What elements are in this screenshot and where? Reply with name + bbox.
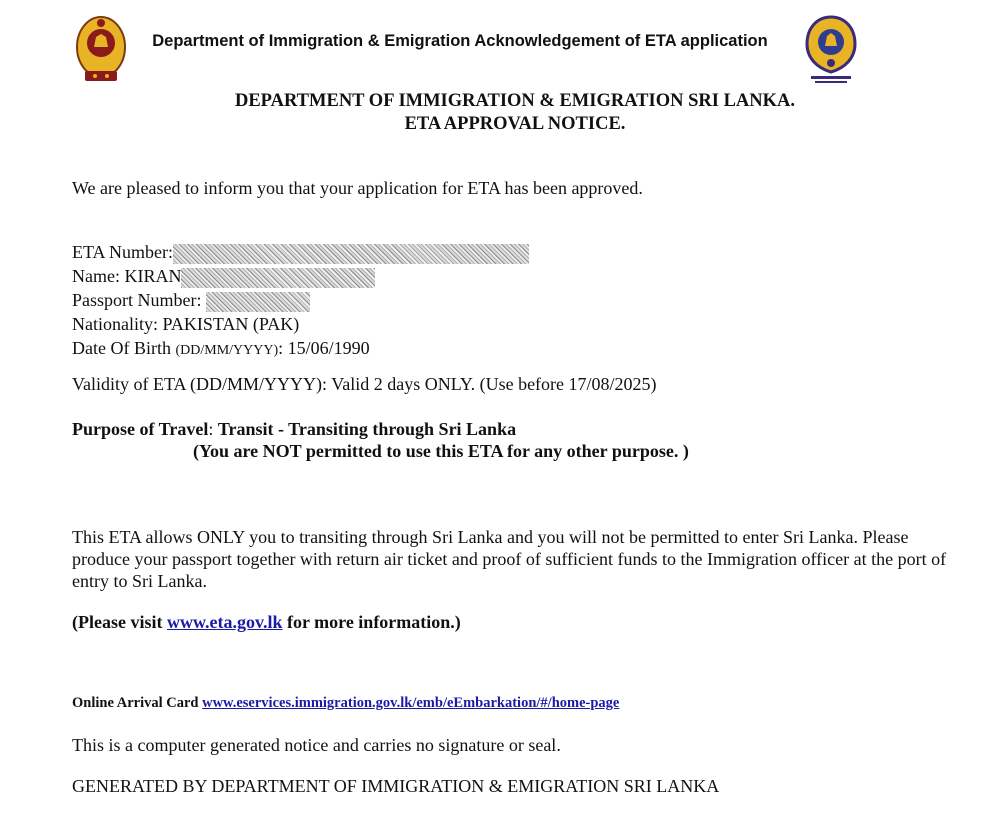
- passport-row: [72, 288, 529, 312]
- purpose-of-travel: Purpose of Travel: Transit - Transiting through Sri Lanka: [72, 419, 517, 439]
- redacted-passport-number: [206, 292, 310, 312]
- eta-validity: Validity of ETA (DD/MM/YYYY): Valid 2 days ONLY. (Use before 17/08/2025): [72, 374, 657, 394]
- nationality-value: PAKISTAN (PAK): [162, 314, 300, 334]
- arrival-card-label: Online Arrival Card: [72, 695, 199, 711]
- dob-label: Date Of Birth: [72, 338, 171, 358]
- visit-suffix: for more information.): [287, 612, 461, 632]
- eta-number-row: [72, 240, 529, 264]
- nationality-row: [72, 312, 529, 336]
- sri-lanka-national-emblem-icon: [75, 13, 127, 87]
- notice-title: ETA APPROVAL NOTICE.: [404, 114, 626, 134]
- document-header-title: Department of Immigration & Emigration Acknowledgement of ETA application: [152, 32, 768, 50]
- name-label: Name:: [72, 266, 120, 286]
- name-value: KIRAN: [124, 266, 182, 286]
- notice-title-block: [150, 90, 880, 136]
- applicant-details: [72, 240, 529, 360]
- dob-value: 15/06/1990: [287, 338, 370, 358]
- immigration-department-emblem-icon: [803, 14, 859, 86]
- purpose-value: Transit - Transiting through Sri Lanka: [217, 419, 517, 439]
- purpose-warning: (You are NOT permitted to use this ETA for any other purpose. ): [193, 441, 689, 461]
- eta-website-link[interactable]: www.eta.gov.lk: [166, 612, 283, 632]
- visit-info: [72, 611, 461, 633]
- redacted-surname: [181, 268, 375, 288]
- approval-intro: We are pleased to inform you that your application for ETA has been approved.: [72, 178, 643, 198]
- visit-prefix: (Please visit: [72, 612, 163, 632]
- transit-conditions: This ETA allows ONLY you to transiting through Sri Lanka and you will not be permitted to enter Sri Lanka. Please produce your passport together with return air ticket and proof of sufficient funds to the Immigration officer at the port of entry to Sri Lanka.: [72, 527, 947, 591]
- dob-format: (DD/MM/YYYY): [175, 343, 279, 358]
- passport-label: Passport Number:: [72, 290, 202, 310]
- department-title: DEPARTMENT OF IMMIGRATION & EMIGRATION SRI LANKA.: [234, 91, 796, 111]
- name-row: [72, 264, 529, 288]
- nationality-label: Nationality:: [72, 314, 158, 334]
- eta-number-label: ETA Number:: [72, 242, 174, 262]
- online-arrival-card: [72, 694, 619, 712]
- arrival-card-link[interactable]: www.eservices.immigration.gov.lk/emb/eEmbarkation/#/home-page: [202, 695, 620, 711]
- purpose-label: Purpose of Travel: [72, 419, 209, 439]
- redacted-eta-number: [173, 244, 529, 264]
- date-of-birth-row: Date Of Birth (DD/MM/YYYY): 15/06/1990: [72, 338, 370, 358]
- generated-by-footer: GENERATED BY DEPARTMENT OF IMMIGRATION & EMIGRATION SRI LANKA: [72, 776, 720, 796]
- computer-generated-note: This is a computer generated notice and carries no signature or seal.: [72, 735, 561, 755]
